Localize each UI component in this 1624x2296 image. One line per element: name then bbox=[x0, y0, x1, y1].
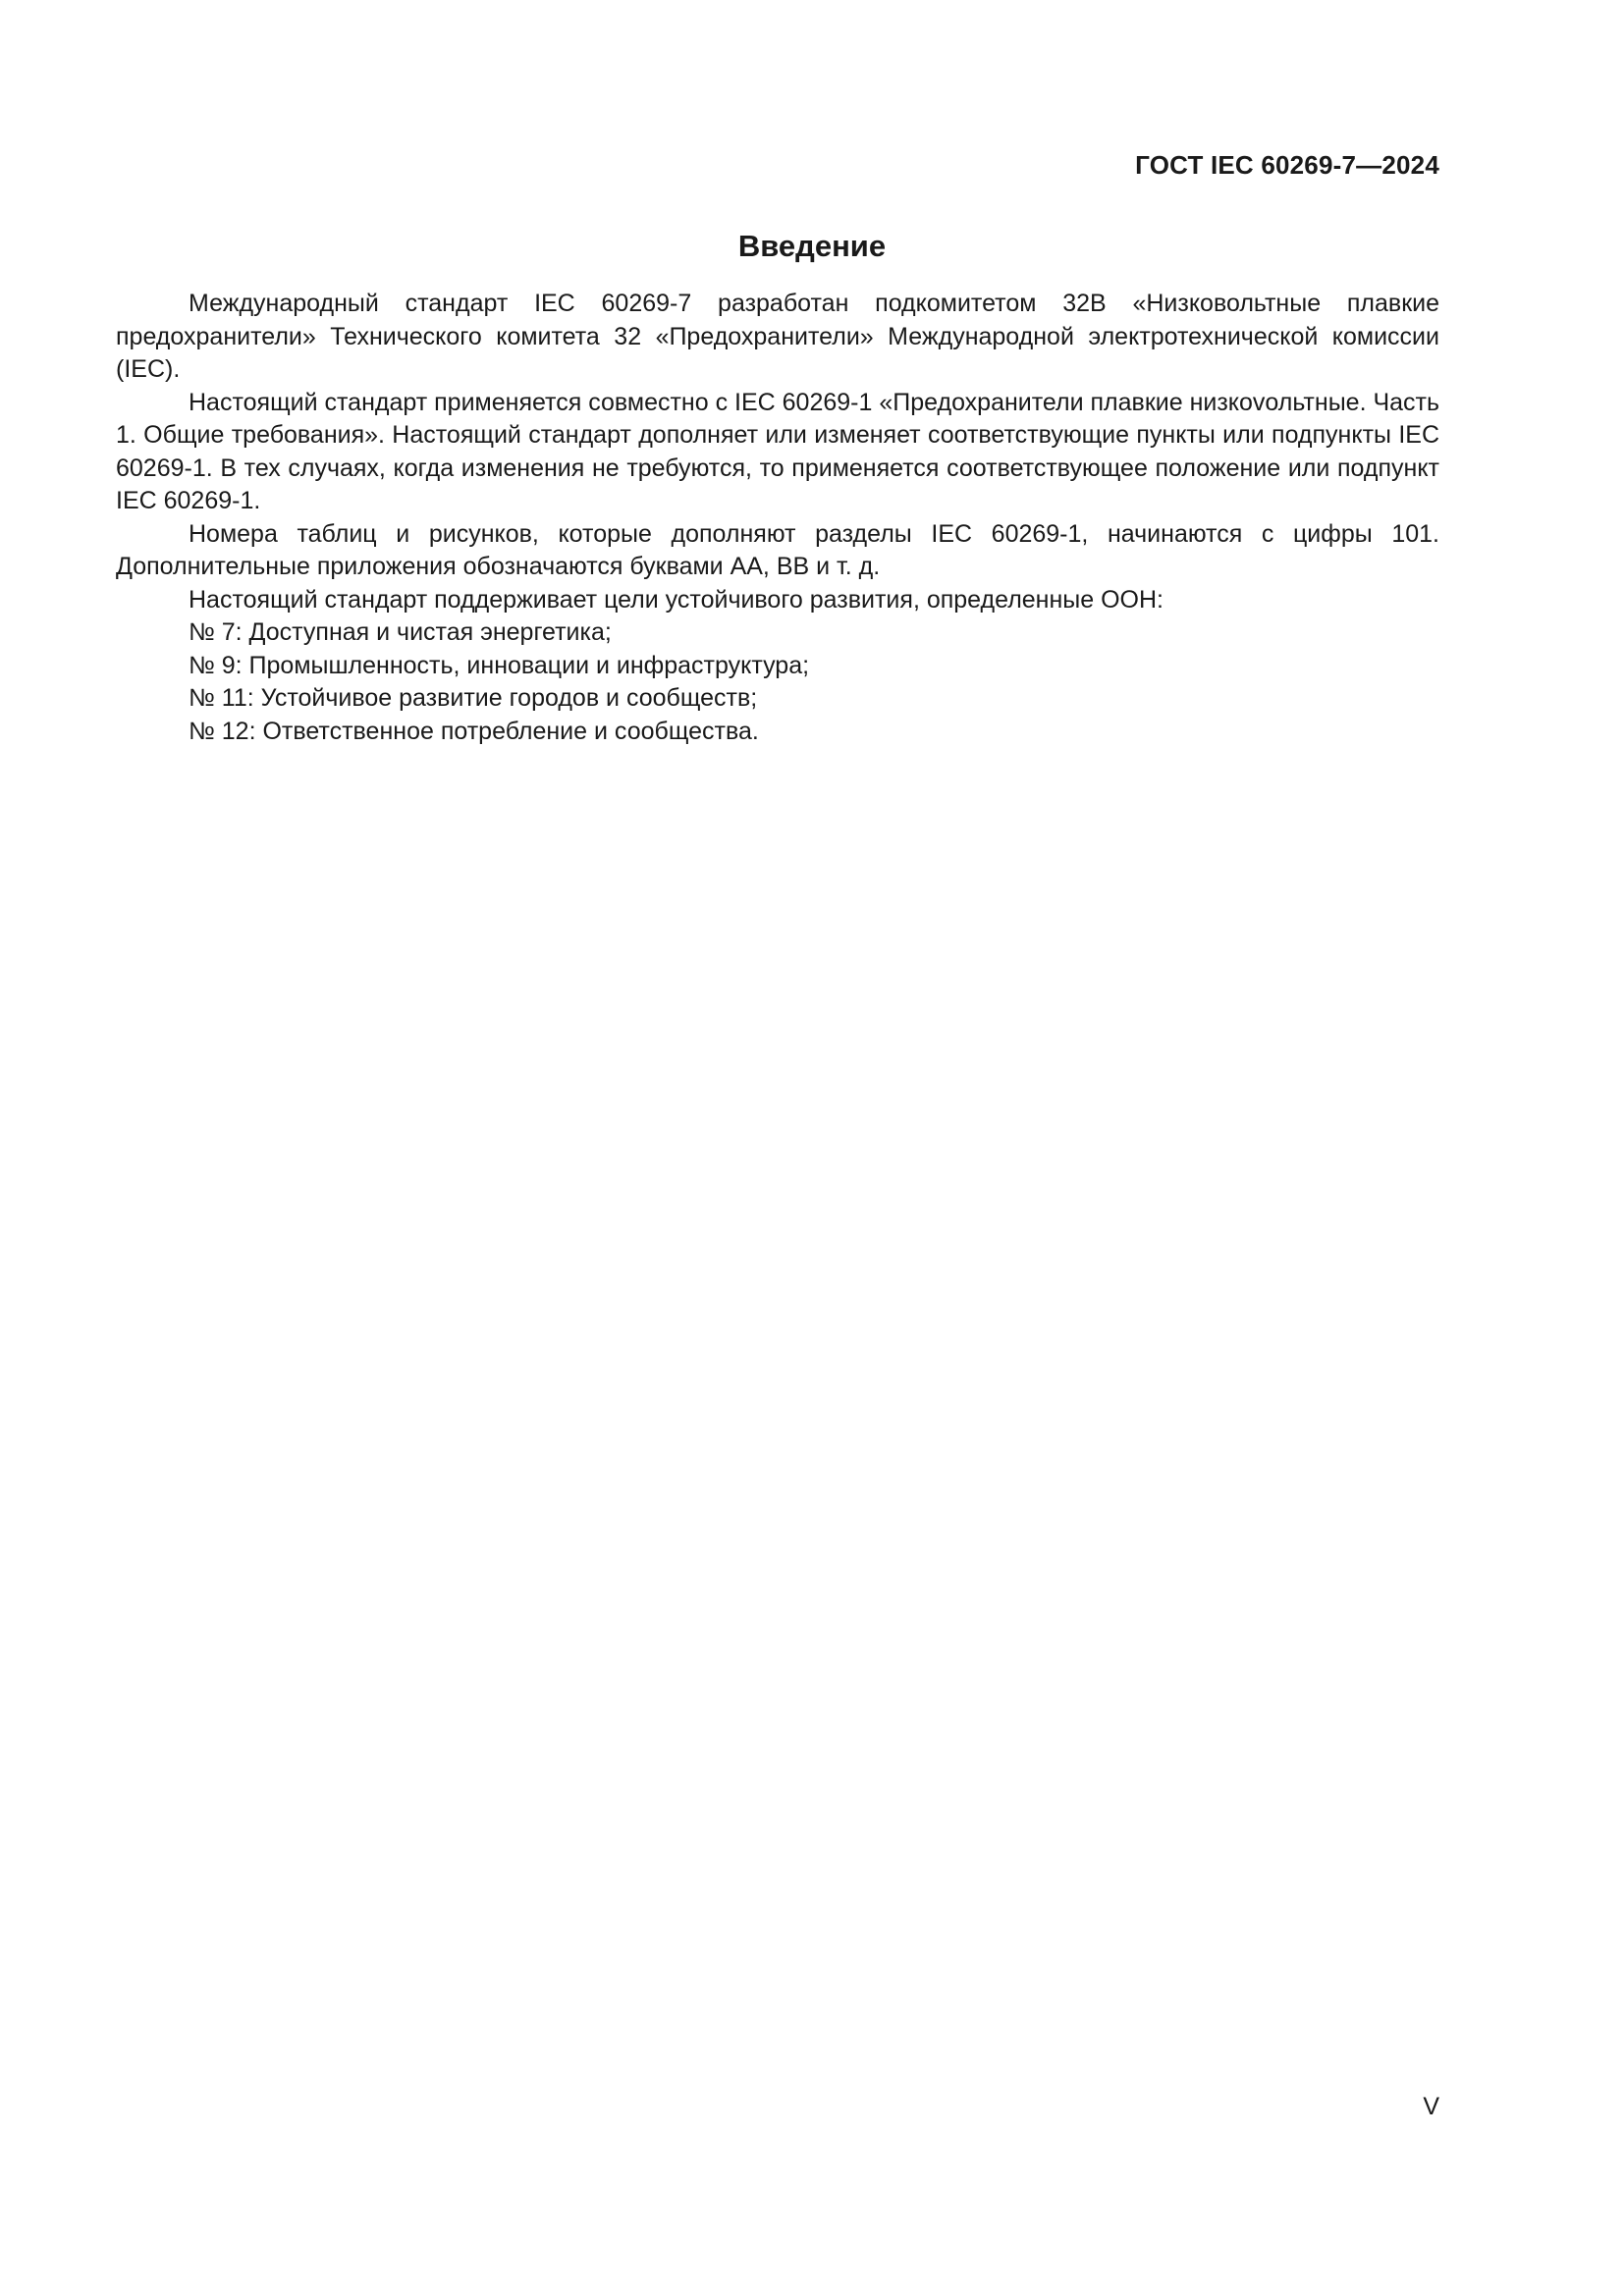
paragraph-sdg-intro: Настоящий стандарт поддерживает цели устойчивого развития, определенные ООН: bbox=[189, 585, 1164, 614]
page-number: V bbox=[1423, 2093, 1439, 2120]
paragraph-application: Настоящий стандарт применяется совместно с IEC 60269-1 «Предохранители плавкие низкоvольтные. Часть 1. Общие требования». Настоящий стандарт дополняет или изменяет соответствующие пункты или подпункты IEC 60269-1. В тех случаях, когда изменения не требуются, то применяется соответствующее положение или подпункт IEC 60269-1. bbox=[116, 388, 1439, 514]
sdg-goal-item: № 7: Доступная и чистая энергетика; bbox=[189, 618, 612, 646]
document-body bbox=[116, 288, 1439, 748]
document-code: ГОСТ IEC 60269-7—2024 bbox=[1135, 150, 1439, 180]
paragraph-numbering: Номера таблиц и рисунков, которые дополняют разделы IEC 60269-1, начинаются с цифры 101. Дополнительные приложения обозначаются буквами АА, ВВ и т. д. bbox=[116, 519, 1439, 580]
sdg-goal-item: № 9: Промышленность, инновации и инфраструктура; bbox=[189, 651, 810, 679]
page-title: Введение bbox=[737, 229, 887, 263]
paragraph-intro: Международный стандарт IEC 60269-7 разработан подкомитетом 32В «Низковольтные плавкие предохранители» Технического комитета 32 «Предохранители» Международной электротехнической комиссии (IEC). bbox=[116, 290, 1439, 383]
sdg-goal-item: № 12: Ответственное потребление и сообщества. bbox=[189, 717, 759, 745]
sdg-goal-item: № 11: Устойчивое развитие городов и сообществ; bbox=[189, 684, 758, 712]
